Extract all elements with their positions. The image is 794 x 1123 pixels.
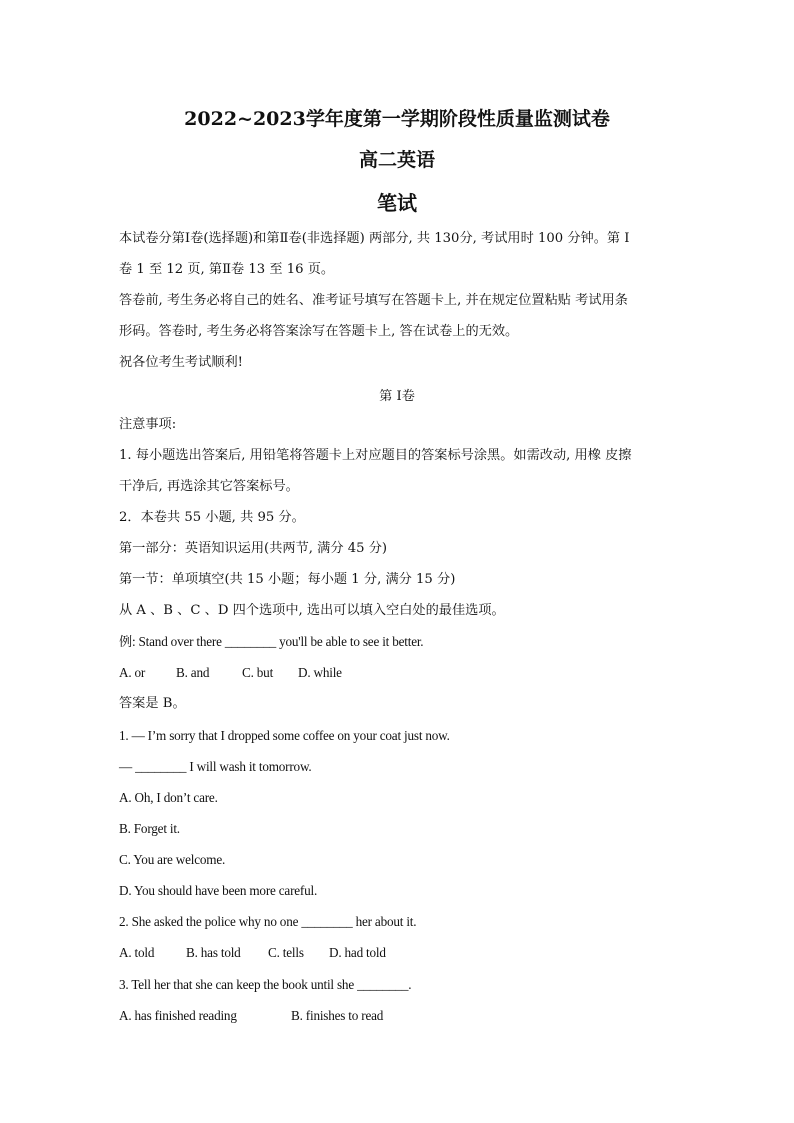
question-2-stem: 2. She asked the police why no one ________ her about it. [119,914,417,929]
intro-line-5: 祝各位考生考试顺利! [119,355,243,370]
question-3-option-b: B. finishes to read [291,1008,384,1023]
notes-label: 注意事项: [119,417,177,432]
question-3-options [119,1007,383,1025]
intro-line-2: 卷 1 至 12 页, 第Ⅱ卷 13 至 16 页。 [119,262,335,277]
question-3-stem: 3. Tell her that she can keep the book until she ________. [119,977,412,992]
example-question: 例: Stand over there ________ you'll be able to see it better. [119,634,424,649]
note-1-line-2: 干净后, 再选涂其它答案标号。 [119,479,299,494]
subsection-heading: 第一节：单项填空(共 15 小题；每小题 1 分, 满分 15 分) [119,572,456,587]
instruction: 从 A 、B 、C 、D 四个选项中, 选出可以填入空白处的最佳选项。 [119,603,505,618]
question-2-option-c: C. tells [268,945,304,960]
question-2-option-d: D. had told [329,945,386,960]
example-options [119,664,342,682]
question-1-option-b: B. Forget it. [119,821,180,836]
intro-line-4: 形码。答卷时, 考生务必将答案涂写在答题卡上, 答在试卷上的无效。 [119,324,519,339]
question-1-response: — ________ I will wash it tomorrow. [119,759,312,774]
question-3-option-a: A. has finished reading [119,1008,237,1023]
question-2-option-b: B. has told [186,945,241,960]
exam-type: 笔试 [377,191,417,215]
example-answer: 答案是 B。 [119,696,186,711]
question-2-option-a: A. told [119,945,155,960]
note-1-line-1: 1. 每小题选出答案后, 用铅笔将答题卡上对应题目的答案标号涂黑。如需改动, 用橡 皮擦 [119,448,632,463]
question-1-option-d: D. You should have been more careful. [119,883,318,898]
example-option-b: B. and [176,665,210,680]
question-2-options [119,944,386,962]
example-option-c: C. but [242,665,274,680]
example-option-d: D. while [298,665,342,680]
question-1-option-c: C. You are welcome. [119,852,226,867]
note-2: 2．本卷共 55 小题, 共 95 分。 [119,510,305,525]
example-option-a: A. or [119,665,146,680]
intro-line-3: 答卷前, 考生务必将自己的姓名、准考证号填写在答题卡上, 并在规定位置粘贴 考试用条 [119,293,628,308]
section-heading: 第一部分：英语知识运用(共两节, 满分 45 分) [119,541,388,556]
question-1-stem: 1. — I’m sorry that I dropped some coffee on your coat just now. [119,728,450,743]
exam-subject: 高二英语 [358,149,435,171]
part-heading: 第 Ⅰ卷 [379,389,415,404]
exam-title: 2022~2023学年度第一学期阶段性质量监测试卷 [184,108,610,130]
question-1-option-a: A. Oh, I don’t care. [119,790,218,805]
intro-line-1: 本试卷分第Ⅰ卷(选择题)和第Ⅱ卷(非选择题) 两部分, 共 130分, 考试用时 100 分钟。第 Ⅰ [119,231,630,246]
